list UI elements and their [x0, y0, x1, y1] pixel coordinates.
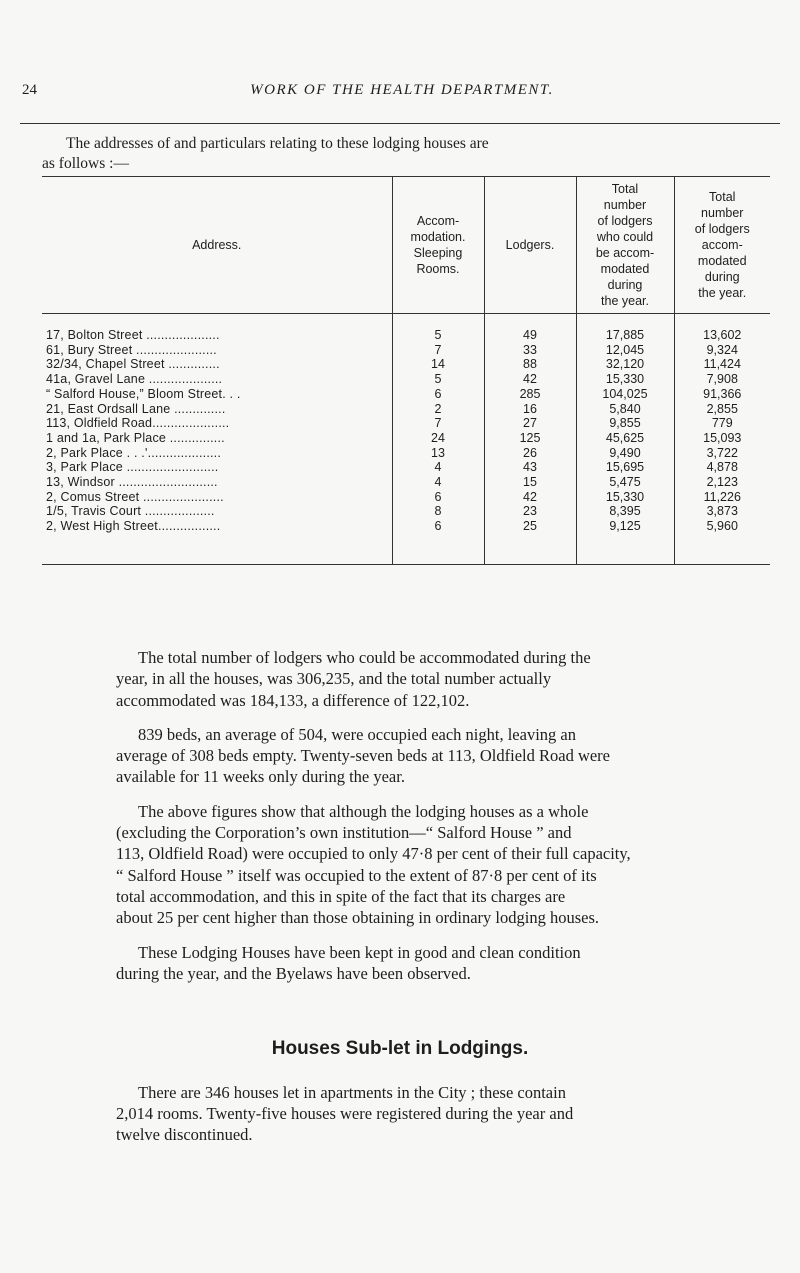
- cell-total-accommodated: 91,366: [674, 387, 770, 402]
- cell-lodgers: 33: [484, 343, 576, 358]
- cell-lodgers: 25: [484, 519, 576, 564]
- cell-rooms: 8: [392, 504, 484, 519]
- table-row: [42, 402, 770, 417]
- cell-address: 41a, Gravel Lane ....................: [46, 372, 223, 387]
- cell-lodgers: 49: [484, 314, 576, 343]
- cell-rooms: 5: [392, 372, 484, 387]
- cell-lodgers: 27: [484, 416, 576, 431]
- table-row: [42, 475, 770, 490]
- cell-lodgers: 15: [484, 475, 576, 490]
- cell-address: 1/5, Travis Court ...................: [46, 504, 215, 519]
- cell-total-could: 17,885: [576, 314, 674, 343]
- cell-address: 13, Windsor ...........................: [46, 475, 218, 490]
- intro-line: The addresses of and particulars relating to these lodging houses are: [66, 135, 489, 152]
- header-lodgers: Lodgers.: [484, 177, 576, 314]
- cell-total-could: 9,855: [576, 416, 674, 431]
- table-row: [42, 519, 770, 564]
- cell-address: 2, Park Place . . .'....................: [46, 445, 222, 460]
- cell-rooms: 13: [392, 446, 484, 461]
- table-row: [42, 372, 770, 387]
- cell-total-could: 15,330: [576, 490, 674, 505]
- cell-total-could: 12,045: [576, 343, 674, 358]
- cell-address: 32/34, Chapel Street ..............: [46, 357, 220, 372]
- cell-total-could: 9,490: [576, 446, 674, 461]
- cell-total-accommodated: 9,324: [674, 343, 770, 358]
- cell-address: 61, Bury Street ......................: [46, 342, 217, 357]
- lodging-houses-table-wrap: [42, 176, 770, 565]
- table-row: [42, 387, 770, 402]
- running-title: WORK OF THE HEALTH DEPARTMENT.: [250, 82, 554, 98]
- section-paragraph: There are 346 houses let in apartments in the City ; these contain 2,014 rooms. Twenty-five houses were registered during the year and twelve discontinued.: [116, 1083, 574, 1144]
- page-number: 24: [22, 82, 37, 98]
- cell-total-could: 8,395: [576, 504, 674, 519]
- intro-line: as follows :—: [42, 155, 129, 172]
- header-total-accommodated: Total number of lodgers accom- modated during the year.: [674, 177, 770, 314]
- cell-address: 17, Bolton Street ....................: [46, 328, 220, 342]
- cell-total-could: 32,120: [576, 357, 674, 372]
- paragraph-totals: The total number of lodgers who could be accommodated during the year, in all the houses, was 306,235, and the total number actually accommodated was 184,133, a difference of 122,102.: [116, 648, 591, 710]
- cell-rooms: 7: [392, 343, 484, 358]
- cell-total-accommodated: 779: [674, 416, 770, 431]
- cell-address: 1 and 1a, Park Place ...............: [46, 430, 225, 445]
- cell-rooms: 6: [392, 387, 484, 402]
- cell-rooms: 4: [392, 460, 484, 475]
- cell-rooms: 6: [392, 490, 484, 505]
- table-row: [42, 460, 770, 475]
- cell-total-could: 45,625: [576, 431, 674, 446]
- section-title: Houses Sub-let in Lodgings.: [271, 1038, 529, 1059]
- table-row: [42, 343, 770, 358]
- cell-total-accommodated: 3,873: [674, 504, 770, 519]
- table-row: [42, 446, 770, 461]
- cell-address: 2, West High Street.................: [42, 519, 392, 564]
- cell-rooms: 24: [392, 431, 484, 446]
- paragraph-figures: The above figures show that although the lodging houses as a whole (excluding the Corporation’s own institution—“ Salford House ” and 113, Oldfield Road) were occupied to only 47·8 per cent of their full capacity, “ Salford House ” itself was occupied to the extent of 87·8 per cent of its total accommodation, and this in spite of the fact that its charges are about 25 per cent higher than those obtaining in ordinary lodging houses.: [116, 801, 631, 928]
- cell-address: 2, Comus Street ......................: [46, 489, 224, 504]
- cell-lodgers: 42: [484, 372, 576, 387]
- cell-lodgers: 16: [484, 402, 576, 417]
- cell-total-could: 5,840: [576, 402, 674, 417]
- cell-rooms: 5: [392, 314, 484, 343]
- paragraph-condition: These Lodging Houses have been kept in good and clean condition during the year, and the Byelaws have been observed.: [116, 942, 581, 983]
- page-header: [22, 82, 782, 106]
- cell-total-accommodated: 11,424: [674, 357, 770, 372]
- paragraph-beds: 839 beds, an average of 504, were occupied each night, leaving an average of 308 beds empty. Twenty-seven beds at 113, Oldfield Road were available for 11 weeks only during the year.: [116, 724, 611, 787]
- cell-lodgers: 285: [484, 387, 576, 402]
- cell-total-could: 9,125: [576, 519, 674, 564]
- table-row: [42, 504, 770, 519]
- cell-total-accommodated: 15,093: [674, 431, 770, 446]
- cell-rooms: 4: [392, 475, 484, 490]
- cell-total-accommodated: 5,960: [674, 519, 770, 564]
- cell-address: 21, East Ordsall Lane ..............: [46, 401, 226, 416]
- table-body: [42, 314, 770, 565]
- cell-lodgers: 42: [484, 490, 576, 505]
- cell-total-could: 104,025: [576, 387, 674, 402]
- cell-address: 3, Park Place .........................: [46, 460, 219, 475]
- table-row: [42, 431, 770, 446]
- cell-lodgers: 23: [484, 504, 576, 519]
- cell-lodgers: 26: [484, 446, 576, 461]
- lodging-houses-table: [42, 176, 770, 565]
- cell-total-accommodated: 2,123: [674, 475, 770, 490]
- cell-total-could: 15,695: [576, 460, 674, 475]
- header-total-could: Total number of lodgers who could be accom- modated during the year.: [576, 177, 674, 314]
- cell-total-could: 15,330: [576, 372, 674, 387]
- cell-rooms: 7: [392, 416, 484, 431]
- cell-total-accommodated: 3,722: [674, 446, 770, 461]
- table-row: [42, 416, 770, 431]
- cell-rooms: 2: [392, 402, 484, 417]
- cell-total-could: 5,475: [576, 475, 674, 490]
- header-address: Address.: [42, 177, 392, 314]
- cell-total-accommodated: 4,878: [674, 460, 770, 475]
- cell-total-accommodated: 2,855: [674, 402, 770, 417]
- cell-lodgers: 43: [484, 460, 576, 475]
- cell-rooms: 14: [392, 357, 484, 372]
- cell-address: “ Salford House,” Bloom Street. . .: [46, 386, 241, 401]
- cell-address: 113, Oldfield Road.....................: [46, 416, 230, 431]
- body-paragraphs: [116, 647, 766, 997]
- cell-total-accommodated: 7,908: [674, 372, 770, 387]
- header-rule: [20, 123, 780, 124]
- table-row: [42, 490, 770, 505]
- cell-rooms: 6: [392, 519, 484, 564]
- intro-text: [42, 134, 772, 174]
- cell-lodgers: 125: [484, 431, 576, 446]
- cell-total-accommodated: 11,226: [674, 490, 770, 505]
- cell-total-accommodated: 13,602: [674, 314, 770, 343]
- header-accommodation: Accom- modation. Sleeping Rooms.: [392, 177, 484, 314]
- table-header-row: [42, 177, 770, 314]
- table-row: [42, 357, 770, 372]
- table-row: [42, 314, 770, 343]
- cell-lodgers: 88: [484, 357, 576, 372]
